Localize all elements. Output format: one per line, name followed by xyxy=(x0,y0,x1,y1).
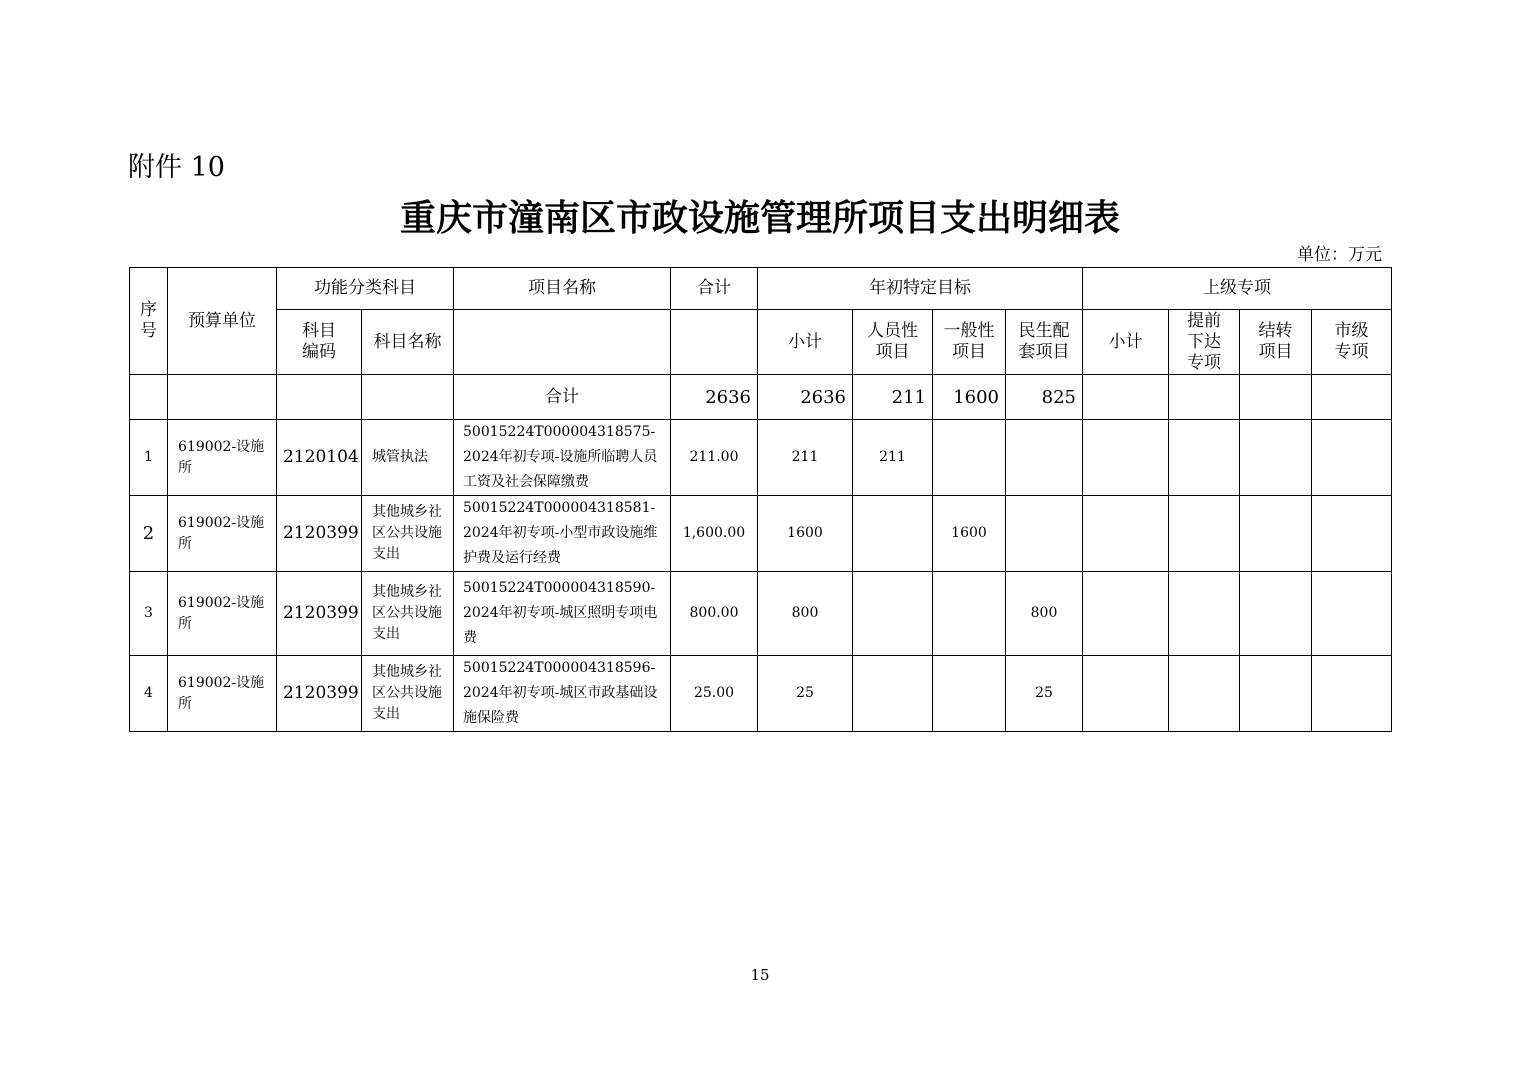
row-general xyxy=(933,420,1006,496)
row-general xyxy=(933,656,1006,732)
row-livelihood: 800 xyxy=(1006,572,1083,656)
row-subject-name: 其他城乡社区公共设施支出 xyxy=(362,496,454,572)
row-unit: 619002-设施所 xyxy=(168,656,277,732)
header-carryover: 结转项目 xyxy=(1240,310,1312,375)
row-total: 211.00 xyxy=(671,420,758,496)
header-city: 市级专项 xyxy=(1312,310,1392,375)
row-code: 2120104 xyxy=(277,420,362,496)
row-total: 25.00 xyxy=(671,656,758,732)
header-total-blank xyxy=(671,310,758,375)
header-subject-code: 科目编码 xyxy=(277,310,362,375)
page-number: 15 xyxy=(750,966,770,984)
total-subtotal: 2636 xyxy=(758,375,853,420)
table-row xyxy=(130,420,1392,496)
row-livelihood xyxy=(1006,420,1083,496)
row-project: 50015224T000004318590-2024年初专项-城区照明专项电费 xyxy=(454,572,671,656)
row-general: 1600 xyxy=(933,496,1006,572)
expenditure-table xyxy=(129,267,1392,732)
row-total: 1,600.00 xyxy=(671,496,758,572)
row-livelihood: 25 xyxy=(1006,656,1083,732)
row-project: 50015224T000004318581-2024年初专项-小型市政设施维护费及运行经费 xyxy=(454,496,671,572)
header-livelihood: 民生配套项目 xyxy=(1006,310,1083,375)
header-subtotal2: 小计 xyxy=(1083,310,1169,375)
row-project: 50015224T000004318575-2024年初专项-设施所临聘人员工资及社会保障缴费 xyxy=(454,420,671,496)
page-title: 重庆市潼南区市政设施管理所项目支出明细表 xyxy=(399,198,1120,239)
attachment-label: 附件 10 xyxy=(128,152,225,183)
total-total: 2636 xyxy=(671,375,758,420)
row-subtotal: 800 xyxy=(758,572,853,656)
header-project-name: 项目名称 xyxy=(454,268,671,310)
total-general: 1600 xyxy=(933,375,1006,420)
table-row xyxy=(130,656,1392,732)
row-personnel xyxy=(853,572,933,656)
row-subtotal: 25 xyxy=(758,656,853,732)
row-seq: 2 xyxy=(130,496,168,572)
row-personnel xyxy=(853,496,933,572)
unit-label: 单位：万元 xyxy=(1297,245,1382,265)
row-subject-name: 其他城乡社区公共设施支出 xyxy=(362,656,454,732)
row-subtotal: 211 xyxy=(758,420,853,496)
total-row xyxy=(130,375,1392,420)
row-seq: 1 xyxy=(130,420,168,496)
row-personnel: 211 xyxy=(853,420,933,496)
row-unit: 619002-设施所 xyxy=(168,420,277,496)
header-personnel: 人员性项目 xyxy=(853,310,933,375)
row-livelihood xyxy=(1006,496,1083,572)
row-code: 2120399 xyxy=(277,496,362,572)
header-subject-name: 科目名称 xyxy=(362,310,454,375)
row-subject-name: 其他城乡社区公共设施支出 xyxy=(362,572,454,656)
header-special-target: 年初特定目标 xyxy=(758,268,1083,310)
header-budget-unit: 预算单位 xyxy=(168,268,277,375)
table-row xyxy=(130,572,1392,656)
row-subtotal: 1600 xyxy=(758,496,853,572)
total-label: 合计 xyxy=(454,375,671,420)
header-project-name-blank xyxy=(454,310,671,375)
header-seq: 序号 xyxy=(130,268,168,375)
row-unit: 619002-设施所 xyxy=(168,496,277,572)
row-general xyxy=(933,572,1006,656)
header-general: 一般性项目 xyxy=(933,310,1006,375)
table-row xyxy=(130,496,1392,572)
header-subtotal: 小计 xyxy=(758,310,853,375)
row-personnel xyxy=(853,656,933,732)
row-seq: 4 xyxy=(130,656,168,732)
total-personnel: 211 xyxy=(853,375,933,420)
header-total: 合计 xyxy=(671,268,758,310)
row-code: 2120399 xyxy=(277,656,362,732)
header-func-class: 功能分类科目 xyxy=(277,268,454,310)
row-code: 2120399 xyxy=(277,572,362,656)
total-livelihood: 825 xyxy=(1006,375,1083,420)
row-unit: 619002-设施所 xyxy=(168,572,277,656)
row-subject-name: 城管执法 xyxy=(362,420,454,496)
row-project: 50015224T000004318596-2024年初专项-城区市政基础设施保险费 xyxy=(454,656,671,732)
header-advance: 提前下达专项 xyxy=(1169,310,1240,375)
row-seq: 3 xyxy=(130,572,168,656)
row-total: 800.00 xyxy=(671,572,758,656)
header-superior: 上级专项 xyxy=(1083,268,1392,310)
